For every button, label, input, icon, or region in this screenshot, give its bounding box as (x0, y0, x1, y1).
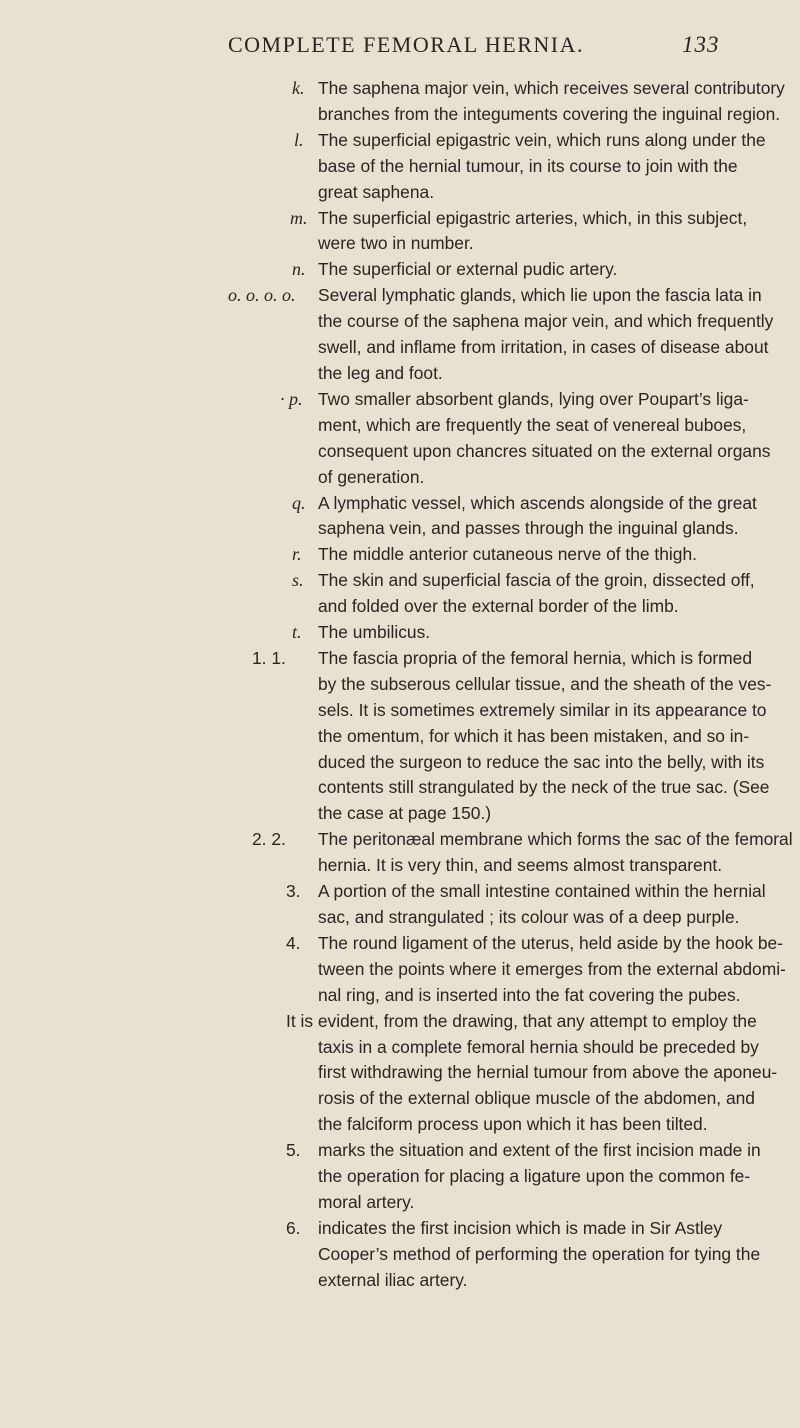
entry-key: 1. 1. (252, 647, 286, 668)
entry-key: 2. 2. (252, 829, 286, 850)
entry-line: The fascia propria of the femoral hernia, which is formed (318, 647, 753, 668)
legend-entry (0, 620, 800, 646)
entry-line: The round ligament of the uterus, held aside by the hook be- (318, 932, 784, 953)
legend-entry (0, 1216, 800, 1294)
entry-key: 6. (286, 1217, 301, 1238)
entry-line: the omentum, for which it has been mistaken, and so in- (318, 725, 750, 746)
entry-line: sac, and strangulated ; its colour was of a deep purple. (318, 907, 740, 927)
entry-line: marks the situation and extent of the first incision made in (318, 1140, 761, 1161)
legend-entry (0, 879, 800, 931)
entry-key: r. (292, 544, 302, 565)
entry-line: sels. It is sometimes extremely similar in its appearance to (318, 699, 767, 720)
entry-line: first withdrawing the hernial tumour from above the aponeu- (318, 1062, 778, 1083)
legend-entry (0, 1009, 800, 1139)
entry-line: The middle anterior cutaneous nerve of the thigh. (318, 544, 697, 565)
entry-line: tween the points where it emerges from the external abdomi- (318, 958, 786, 979)
entry-line: branches from the integuments covering the inguinal region. (318, 103, 781, 124)
entry-key: s. (292, 570, 304, 591)
legend-entry (0, 542, 800, 568)
page-number: 133 (682, 32, 720, 57)
entry-line: great saphena. (318, 181, 435, 202)
legend-entry (0, 387, 800, 491)
entry-line: contents still strangulated by the neck of the true sac. (See (318, 777, 770, 798)
entry-line: Two smaller absorbent glands, lying over Poupart’s liga- (318, 388, 749, 409)
entry-key: q. (292, 492, 306, 513)
entry-line: and folded over the external border of the limb. (318, 596, 679, 617)
legend-entry (0, 491, 800, 543)
legend-entry (0, 931, 800, 1009)
entry-line: taxis in a complete femoral hernia should be preceded by (318, 1036, 759, 1057)
entry-key: 5. (286, 1140, 301, 1161)
entry-key: o. o. o. o. (228, 285, 296, 306)
entry-line: of generation. (318, 466, 425, 487)
legend-entry (0, 76, 800, 128)
entry-line: duced the surgeon to reduce the sac into the belly, with its (318, 751, 765, 772)
entry-line: nal ring, and is inserted into the fat covering the pubes. (318, 984, 741, 1005)
entry-line: the leg and foot. (318, 362, 443, 383)
entry-line: The skin and superficial fascia of the groin, dissected off, (318, 570, 755, 591)
entry-line: consequent upon chancres situated on the external organs (318, 440, 771, 461)
legend-entry (0, 827, 800, 879)
entry-key: n. (292, 259, 306, 280)
entry-line: moral artery. (318, 1191, 415, 1212)
entry-line: The superficial or external pudic artery. (318, 259, 618, 280)
entry-line: saphena vein, and passes through the inguinal glands. (318, 518, 739, 539)
entry-key: l. (294, 129, 304, 150)
legend-entry (0, 568, 800, 620)
entry-line: the falciform process upon which it has been tilted. (318, 1114, 708, 1135)
running-title: COMPLETE FEMORAL HERNIA. (228, 32, 585, 57)
legend-entry (0, 283, 800, 387)
entry-key: · p. (280, 388, 303, 409)
entry-line: rosis of the external oblique muscle of the abdomen, and (318, 1088, 755, 1109)
entry-line: the case at page 150.) (318, 803, 492, 824)
entry-key: t. (292, 622, 302, 643)
entry-key: 4. (286, 932, 301, 953)
entry-line: The saphena major vein, which receives several contributory (318, 78, 785, 98)
legend-entry (0, 128, 800, 206)
entry-line: the operation for placing a ligature upon the common fe- (318, 1166, 751, 1187)
legend-entry (0, 206, 800, 258)
entry-line: It is evident, from the drawing, that any attempt to employ the (286, 1010, 757, 1031)
page-header (0, 32, 800, 62)
entry-line: A lymphatic vessel, which ascends alongside of the great (318, 492, 757, 513)
entry-line: The umbilicus. (318, 622, 431, 643)
legend-entry (0, 1138, 800, 1216)
entry-line: were two in number. (318, 233, 474, 254)
entry-line: The superficial epigastric vein, which runs along under the (318, 129, 766, 150)
legend-entry (0, 646, 800, 827)
entry-key: k. (292, 78, 305, 98)
entry-line: A portion of the small intestine contained within the hernial (318, 881, 766, 902)
legend-entries (0, 76, 800, 1294)
entry-key: 3. (286, 881, 301, 902)
entry-line: The superficial epigastric arteries, which, in this subject, (318, 207, 748, 228)
entry-key: m. (290, 207, 308, 228)
entry-line: hernia. It is very thin, and seems almost transparent. (318, 855, 723, 876)
entry-line: by the subserous cellular tissue, and the sheath of the ves- (318, 673, 772, 694)
entry-line: base of the hernial tumour, in its course to join with the (318, 155, 738, 176)
entry-line: external iliac artery. (318, 1269, 468, 1290)
entry-line: ment, which are frequently the seat of venereal buboes, (318, 414, 747, 435)
entry-line: The peritonæal membrane which forms the sac of the femoral (318, 829, 793, 850)
entry-line: Cooper’s method of performing the operation for tying the (318, 1243, 761, 1264)
entry-line: indicates the first incision which is made in Sir Astley (318, 1217, 723, 1238)
entry-line: the course of the saphena major vein, and which frequently (318, 311, 774, 332)
legend-entry (0, 257, 800, 283)
entry-line: Several lymphatic glands, which lie upon the fascia lata in (318, 285, 762, 306)
entry-line: swell, and inflame from irritation, in cases of disease about (318, 337, 769, 358)
